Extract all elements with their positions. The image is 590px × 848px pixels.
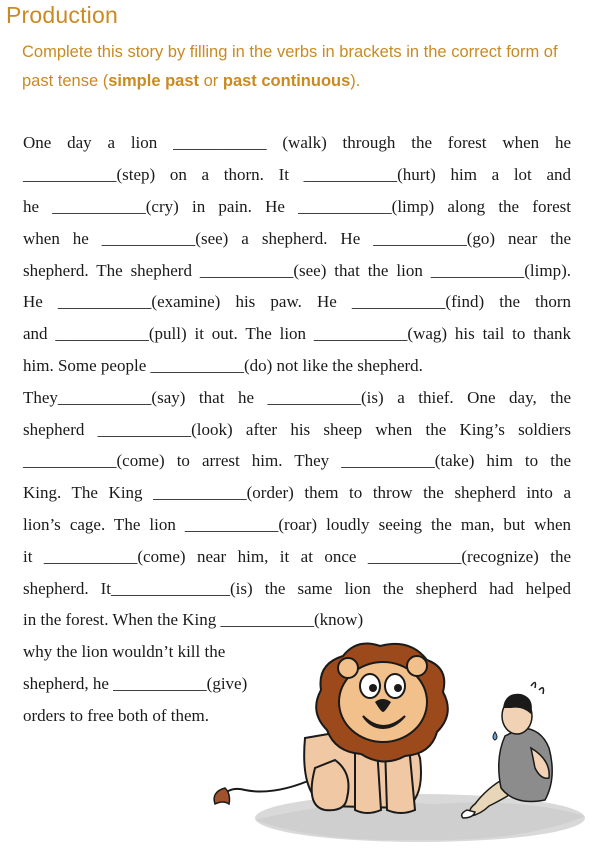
story-line: it ___________(come) near him, it at once ___________(recognize) the: [23, 547, 571, 566]
lion-pupil-right: [394, 684, 402, 692]
lion-tail: [223, 778, 315, 796]
lion-and-shepherd-illustration: [205, 628, 590, 848]
story-line: King. The King ___________(order) them to throw the shepherd into a: [23, 483, 571, 502]
lion-back-leg: [312, 760, 349, 810]
story-line: shepherd. The shepherd ___________(see) that the lion ___________(limp).: [23, 261, 571, 280]
story-line: and ___________(pull) it out. The lion ___________(wag) his tail to thank: [23, 324, 571, 343]
instructions-text-3: ).: [350, 72, 361, 90]
story-line: lion’s cage. The lion ___________(roar) loudly seeing the man, but when: [23, 515, 571, 534]
lion-tail-tuft: [214, 788, 229, 804]
lion-ear-left: [338, 658, 358, 678]
lion-ear-right: [407, 656, 427, 676]
story-line: shepherd. It______________(is) the same lion the shepherd had helped: [23, 579, 571, 598]
story-line: why the lion wouldn’t kill the: [23, 642, 226, 661]
story-line: in the forest. When the King ___________(know): [23, 610, 364, 629]
page-title: Production: [6, 2, 118, 28]
story-line: when he ___________(see) a shepherd. He ___________(go) near the: [23, 229, 571, 248]
story-line: he ___________(cry) in pain. He ___________(limp) along the forest: [23, 197, 571, 216]
instructions-text-1: Complete this story by filling in the verbs in brackets in the correct form of past tense (: [22, 43, 558, 90]
instructions-bold-simple-past: simple past: [108, 72, 200, 90]
lion-pupil-left: [369, 684, 377, 692]
story-line: shepherd, he ___________(give): [23, 674, 248, 693]
story-line: him. Some people ___________(do) not like the shepherd.: [23, 356, 423, 375]
story-line: He ___________(examine) his paw. He ___________(find) the thorn: [23, 292, 571, 311]
instructions: [22, 38, 582, 96]
surprise-mark-icon: [531, 682, 544, 694]
sweat-drop-icon: [493, 732, 497, 740]
story-line: ___________(step) on a thorn. It ___________(hurt) him a lot and: [23, 165, 571, 184]
story-line: shepherd ___________(look) after his sheep when the King’s soldiers: [23, 420, 571, 439]
story-line: One day a lion ___________ (walk) through the forest when he: [23, 133, 571, 152]
story-line: They___________(say) that he ___________(is) a thief. One day, the: [23, 388, 571, 407]
story-line: ___________(come) to arrest him. They ___________(take) him to the: [23, 451, 571, 470]
story-line: orders to free both of them.: [23, 706, 209, 725]
instructions-bold-past-continuous: past continuous: [222, 72, 351, 90]
instructions-text-2: or: [199, 72, 223, 90]
